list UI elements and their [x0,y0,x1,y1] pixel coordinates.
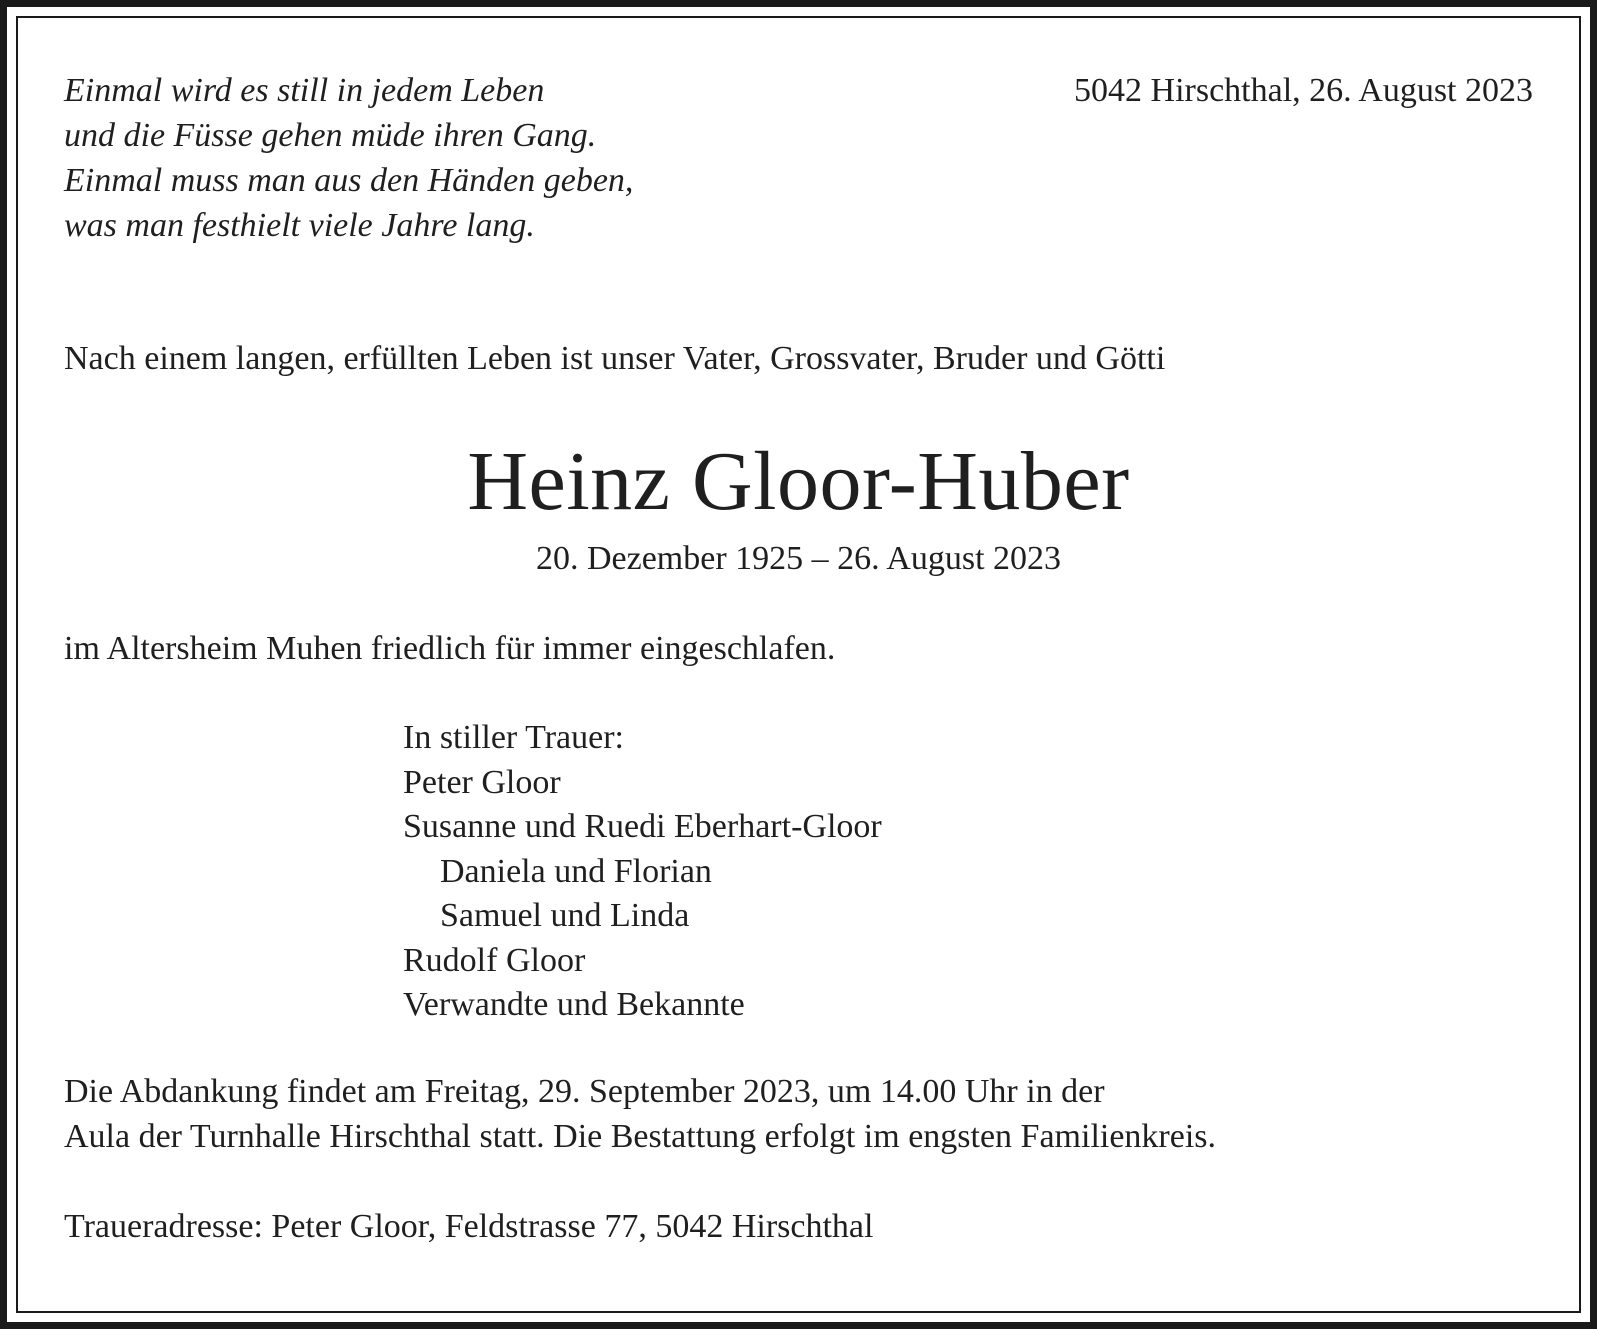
memorial-verse [64,68,633,248]
ceremony-notice [64,1069,1216,1159]
mourner-name: Samuel und Linda [440,897,690,934]
ceremony-line: Aula der Turnhalle Hirschthal statt. Die Bestattung erfolgt im engsten Familienkreis. [64,1118,1217,1155]
ceremony-line: Die Abdankung findet am Freitag, 29. September 2023, um 14.00 Uhr in der [64,1073,1105,1110]
verse-line: Einmal muss man aus den Händen geben, [64,162,634,199]
place-and-date: 5042 Hirschthal, 26. August 2023 [1074,72,1533,109]
mourners-list [403,716,882,1028]
passing-text: im Altersheim Muhen friedlich für immer eingeschlafen. [64,630,836,667]
verse-line: Einmal wird es still in jedem Leben [64,72,545,109]
mourner-name: Daniela und Florian [440,852,712,890]
life-dates: 20. Dezember 1925 – 26. August 2023 [535,540,1062,577]
mourners-heading: In stiller Trauer: [403,719,624,756]
mourner-name: Rudolf Gloor [403,941,586,979]
intro-text: Nach einem langen, erfüllten Leben ist unser Vater, Grossvater, Bruder und Götti [64,340,1166,377]
mourner-name: Susanne und Ruedi Eberhart-Gloor [403,808,882,845]
mourning-address: Traueradresse: Peter Gloor, Feldstrasse 77, 5042 Hirschthal [64,1208,874,1245]
mourner-name: Verwandte und Bekannte [403,986,745,1023]
verse-line: was man festhielt viele Jahre lang. [64,207,535,244]
mourner-name: Peter Gloor [403,763,561,801]
deceased-name: Heinz Gloor-Huber [467,435,1130,528]
verse-line: und die Füsse gehen müde ihren Gang. [64,117,597,154]
